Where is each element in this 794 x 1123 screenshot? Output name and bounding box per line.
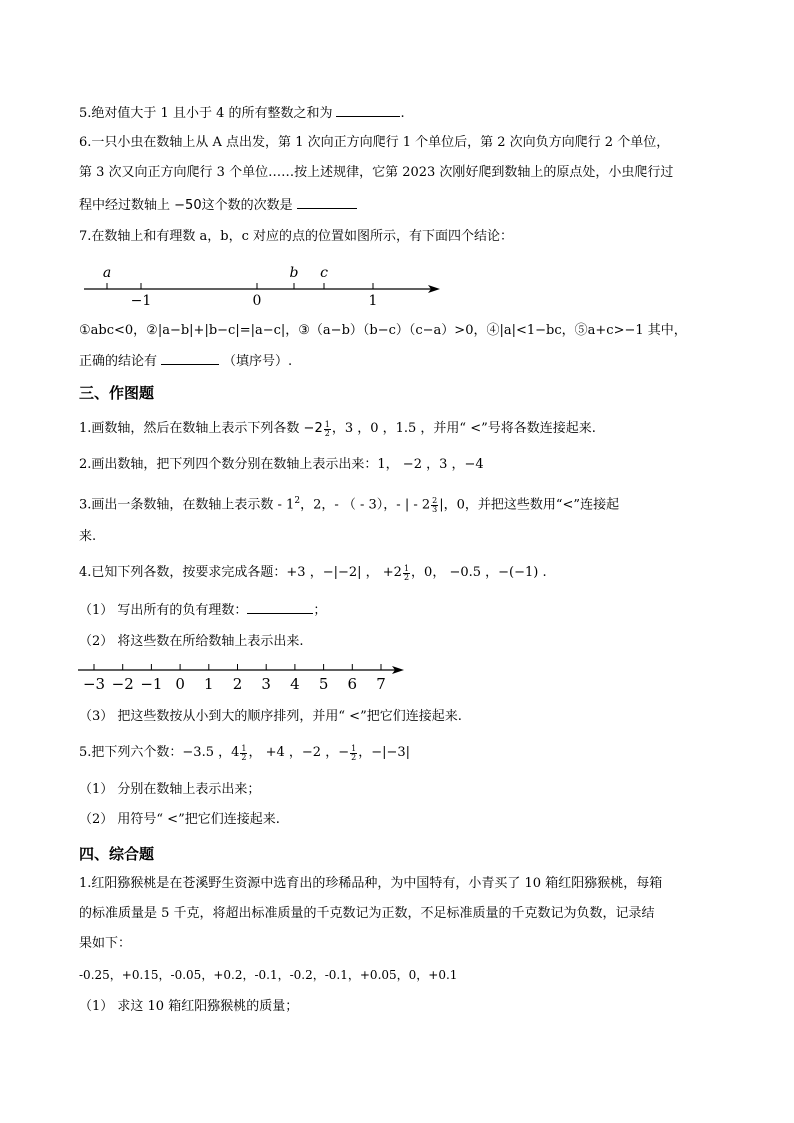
question-7: 7.在数轴上和有理数 a，b，c 对应的点的位置如图所示，有下面四个结论： [79, 229, 514, 244]
tick-label-neg1: −1 [130, 293, 152, 309]
section-3-question-5-part-2: （2） 用符号“ <”把它们连接起来. [79, 812, 280, 827]
answer-blank [297, 196, 357, 209]
question-6-line-3: 程中经过数轴上 −50这个数的次数是 [79, 196, 357, 215]
question-6-line-2: 第 3 次又向正方向爬行 3 个单位……按上述规律，它第 2023 次刚好爬到数轴上的原点处，小虫爬行过 [79, 165, 674, 180]
section-3-question-4-part-2: （2） 将这些数在所给数轴上表示出来. [79, 634, 304, 649]
tick-label: 4 [290, 675, 300, 693]
fraction: $\frac{1}{2}$ [403, 564, 410, 582]
section-3-question-5-part-1: （1） 分别在数轴上表示出来； [79, 782, 261, 797]
section-3-question-1: 1.画数轴，然后在数轴上表示下列各数 −2 $\frac{1}{2}$ ，3 ，0 ，1.5 ，并用“ <”号将各数连接起来. [79, 420, 596, 438]
question-6-line-1: 6.一只小虫在数轴上从 A 点出发，第 1 次向正方向爬行 1 个单位后，第 2 次向负方向爬行 2 个单位， [79, 135, 670, 150]
tick-label: −1 [140, 675, 163, 693]
tick-label: 3 [261, 675, 271, 693]
section-4-question-1-line-2: 的标准质量是 5 千克，将超出标准质量的千克数记为正数，不足标准质量的千克数记为负数，记录结 [79, 906, 655, 921]
question-7-conclusions: ①abc<0，②|a−b|+|b−c|=|a−c|，③（a−b）（b−c）（c−a）>0，④|a|<1−bc，⑤a+c>−1 其中， [79, 323, 687, 338]
tick-label: 7 [376, 675, 386, 693]
question-7-answer-line: 正确的结论有 （填序号）. [79, 354, 293, 369]
section-4-heading: 四、综合题 [79, 845, 155, 863]
tick-label: 2 [232, 675, 243, 693]
fraction: $\frac{2}{3}$ [432, 496, 438, 515]
section-3-question-3-cont: 来. [79, 529, 97, 544]
fraction: $\frac{1}{2}$ [324, 420, 330, 438]
fraction: $\frac{1}{2}$ [241, 744, 247, 762]
section-3-question-4-part-3: （3） 把这些数按从小到大的顺序排列，并用“ <”把它们连接起来. [79, 709, 462, 724]
point-label-a: a [102, 265, 112, 281]
tick-label: 0 [175, 675, 185, 693]
point-label-b: b [289, 265, 299, 281]
section-3-question-2: 2.画出数轴，把下列四个数分别在数轴上表示出来：1， −2 ，3 ，−4 [79, 457, 484, 472]
tick-label: 5 [318, 675, 329, 693]
section-3-question-5: 5.把下列六个数：−3.5 ，4 $\frac{1}{2}$ ， +4 ，−2 ，− $\frac{1}{2}$ ，−|−3| [79, 744, 411, 762]
answer-blank [336, 104, 400, 117]
section-4-question-1-part-1: （1） 求这 10 箱红阳猕猴桃的质量； [79, 999, 299, 1014]
answer-blank [161, 352, 219, 365]
tick-labels [83, 675, 386, 693]
question-5: 5.绝对值大于 1 且小于 4 的所有整数之和为 . [79, 106, 405, 121]
number-line-abc [80, 262, 450, 312]
tick-marks [94, 664, 381, 670]
tick-label: 6 [347, 675, 358, 693]
answer-blank [247, 601, 313, 614]
section-4-question-1-data: -0.25，+0.15，-0.05，+0.2，-0.1，-0.2，-0.1，+0.05，0，+0.1 [79, 968, 458, 982]
fraction: $\frac{1}{2}$ [351, 744, 357, 762]
section-3-question-4-part-1: （1） 写出所有的负有理数： ； [79, 603, 327, 618]
tick-label: −3 [82, 675, 106, 693]
tick-label-1: 1 [368, 293, 378, 309]
number-line-given [78, 662, 408, 694]
tick-label: −2 [111, 675, 134, 693]
section-3-question-4: 4.已知下列各数，按要求完成各题：+3 ，−|−2| ， +2 $\frac{1}{2}$ ，0， −0.5 ，−(−1) . [79, 564, 547, 582]
point-label-c: c [320, 265, 328, 281]
section-3-heading: 三、作图题 [79, 384, 155, 402]
tick-label: 1 [204, 675, 214, 693]
section-3-question-3: 3.画出一条数轴，在数轴上表示数 - $1^2$，2，- （ - 3），- | - 2 $\frac{2}{3}$ |，0，并把这些数用“<”连接起 [79, 496, 620, 515]
section-4-question-1-line-1: 1.红阳猕猴桃是在苍溪野生资源中选育出的珍稀品种，为中国特有，小青买了 10 箱红阳猕猴桃，每箱 [79, 876, 663, 891]
tick-label-0: 0 [252, 293, 262, 309]
section-4-question-1-line-3: 果如下： [79, 936, 132, 951]
